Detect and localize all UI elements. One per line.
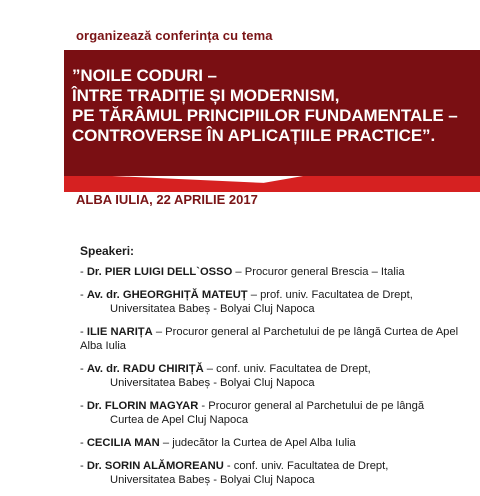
speaker-item: - ILIE NARIȚA – Procuror general al Parchetului de pe lângă Curtea de Apel Alba Iulia (80, 326, 459, 352)
speaker-role: – judecător la Curtea de Apel Alba Iulia (159, 437, 356, 449)
speaker-item: - Dr. FLORIN MAGYAR - Procuror general al Parchetului de pe lângă Curtea de Apel Cluj Napoca (80, 399, 478, 427)
speakers-list (80, 265, 478, 496)
speaker-name: Av. dr. GHEORGHIȚĂ MATEUȚ (86, 289, 248, 301)
conference-title (72, 66, 472, 146)
speaker-role: – Procuror general al Parchetului de pe lângă Curtea de Apel Alba Iulia (80, 326, 459, 352)
speaker-item: - CECILIA MAN – judecător la Curtea de Apel Alba Iulia (80, 437, 356, 449)
speaker-item: - Dr. SORIN ALĂMOREANU - conf. univ. Facultatea de Drept, Universitatea Babeș - Bolyai Cluj Napoca (80, 459, 478, 487)
title-line-4: CONTROVERSE ÎN APLICAȚIILE PRACTICE”. (72, 126, 436, 145)
speaker-item: - Dr. PIER LUIGI DELL`OSSO – Procuror general Brescia – Italia (80, 266, 405, 278)
speaker-role-cont: Universitatea Babeș - Bolyai Cluj Napoca (110, 377, 315, 389)
speaker-role: - conf. univ. Facultatea de Drept, (223, 460, 389, 472)
speaker-role-cont: Curtea de Apel Cluj Napoca (110, 414, 249, 426)
speaker-name: Dr. SORIN ALĂMOREANU (86, 460, 224, 472)
speaker-role: – prof. univ. Facultatea de Drept, (247, 289, 413, 301)
event-date: ALBA IULIA, 22 APRILIE 2017 (76, 192, 258, 207)
speaker-name: Dr. FLORIN MAGYAR (86, 400, 199, 412)
left-margin (0, 0, 64, 480)
speaker-role: – conf. univ. Facultatea de Drept, (203, 363, 371, 375)
speaker-name: CECILIA MAN (86, 437, 160, 449)
intro-text: organizează conferința cu tema (76, 28, 273, 43)
speaker-item: - Av. dr. RADU CHIRIȚĂ – conf. univ. Facultatea de Drept, Universitatea Babeș - Bolyai Cluj Napoca (80, 362, 478, 390)
speaker-role: – Procuror general Brescia – Italia (232, 266, 405, 278)
title-line-3: PE TĂRÂMUL PRINCIPIILOR FUNDAMENTALE – (72, 106, 458, 125)
speaker-role-cont: Universitatea Babeș - Bolyai Cluj Napoca (110, 303, 315, 315)
speaker-role-cont: Universitatea Babeș - Bolyai Cluj Napoca (110, 474, 315, 486)
speaker-role: - Procuror general al Parchetului de pe lângă (198, 400, 425, 412)
speaker-name: Dr. PIER LUIGI DELL`OSSO (86, 266, 233, 278)
speaker-name: ILIE NARIȚA (86, 326, 153, 338)
title-line-2: ÎNTRE TRADIȚIE ȘI MODERNISM, (72, 86, 340, 105)
speaker-name: Av. dr. RADU CHIRIȚĂ (86, 363, 204, 375)
speaker-item: - Av. dr. GHEORGHIȚĂ MATEUȚ – prof. univ. Facultatea de Drept, Universitatea Babeș - Bolyai Cluj Napoca (80, 288, 478, 316)
speakers-heading: Speakeri: (80, 244, 135, 258)
title-line-1: ”NOILE CODURI – (72, 66, 217, 85)
